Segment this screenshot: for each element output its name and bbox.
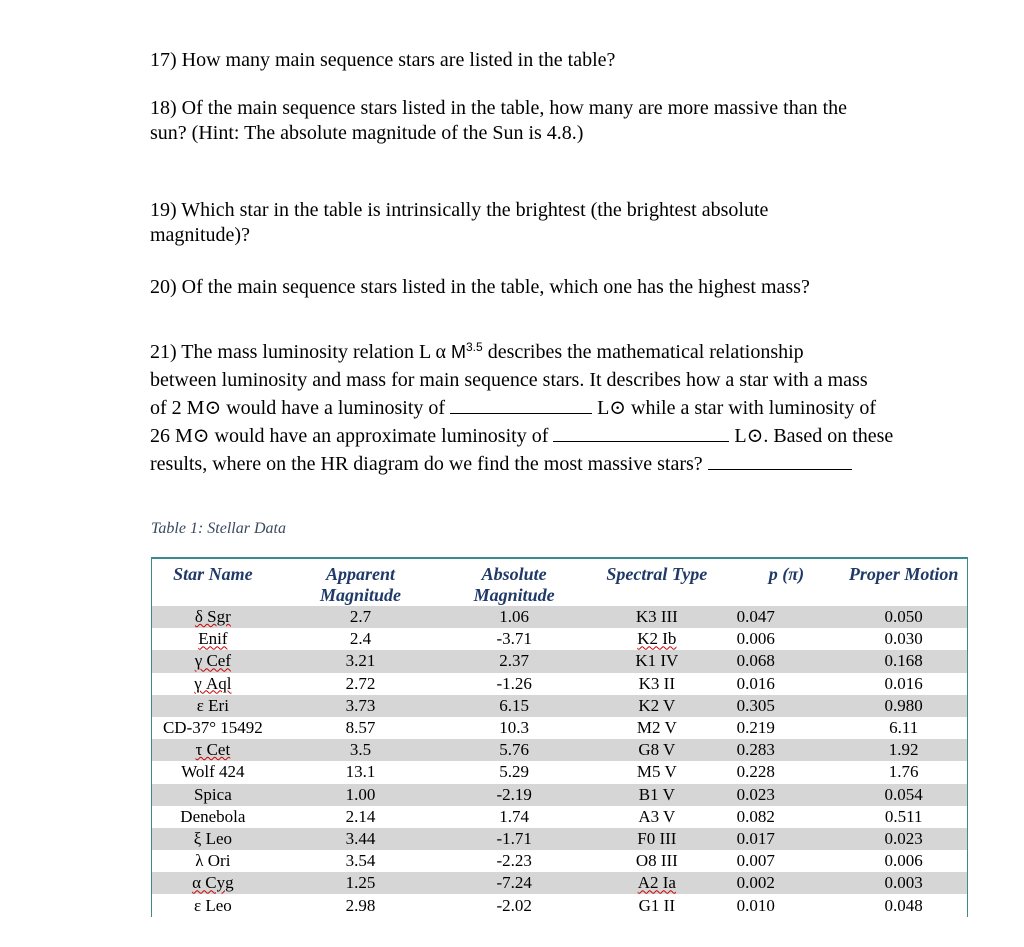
q21-line3-b: L⊙ while a star with luminosity of — [592, 397, 877, 419]
spectral-type-cell — [581, 717, 733, 739]
proper-motion-cell-text: 0.003 — [884, 873, 923, 893]
spectral-type-cell-text: K1 IV — [635, 651, 679, 671]
table-row — [152, 806, 967, 828]
parallax-cell — [733, 806, 841, 828]
proper-motion-cell-text: 6.11 — [889, 718, 919, 738]
proper-motion-cell — [840, 628, 967, 650]
parallax-cell — [733, 673, 841, 695]
absolute-magnitude-cell-text: -3.71 — [496, 629, 532, 649]
star-name-cell — [152, 828, 274, 850]
star-name-cell-text: λ Ori — [195, 851, 231, 871]
spectral-type-cell — [581, 806, 733, 828]
apparent-magnitude-cell-text: 3.44 — [345, 828, 376, 848]
proper-motion-cell — [840, 650, 967, 672]
spectral-type-cell — [581, 894, 733, 916]
star-name-cell — [152, 628, 274, 650]
apparent-magnitude-cell-text: 3.54 — [345, 851, 376, 871]
absolute-magnitude-cell-text: 5.29 — [499, 762, 530, 782]
absolute-magnitude-cell — [447, 806, 581, 828]
proper-motion-cell — [840, 784, 967, 806]
apparent-magnitude-cell-text: 8.57 — [345, 718, 376, 738]
parallax-cell — [733, 628, 841, 650]
question-18-line-2: sun? (Hint: The absolute magnitude of the Sun is 4.8.) — [150, 122, 584, 144]
proper-motion-cell — [840, 872, 967, 894]
parallax-cell-text: 0.023 — [736, 784, 775, 804]
table-row — [152, 717, 967, 739]
star-name-cell — [152, 717, 274, 739]
question-19 — [150, 198, 768, 248]
star-name-cell — [152, 872, 274, 894]
proper-motion-cell — [840, 806, 967, 828]
absolute-magnitude-cell — [447, 850, 581, 872]
star-name-cell — [152, 784, 274, 806]
header-apparent-line2: Magnitude — [320, 585, 402, 605]
spectral-type-cell-text: M5 V — [636, 762, 677, 782]
spectral-type-cell — [581, 828, 733, 850]
apparent-magnitude-cell — [274, 673, 448, 695]
table-row — [152, 650, 967, 672]
table-caption: Table 1: Stellar Data — [151, 520, 286, 537]
absolute-magnitude-cell — [447, 606, 581, 628]
apparent-magnitude-cell — [274, 606, 448, 628]
star-name-cell-text: Spica — [193, 784, 232, 804]
parallax-cell — [733, 650, 841, 672]
parallax-cell-text: 0.068 — [736, 651, 775, 671]
q21-line3-a: of 2 M⊙ would have a luminosity of — [150, 397, 451, 419]
spectral-type-cell-text: M2 V — [636, 718, 677, 738]
proper-motion-cell-text: 0.054 — [884, 784, 923, 804]
apparent-magnitude-cell-text: 1.25 — [345, 873, 376, 893]
header-absolute-magnitude — [447, 559, 581, 606]
apparent-magnitude-cell — [274, 739, 448, 761]
table-row — [152, 628, 967, 650]
spectral-type-cell — [581, 606, 733, 628]
parallax-cell-text: 0.283 — [736, 740, 775, 760]
star-name-cell-text: δ Sgr — [194, 607, 231, 627]
absolute-magnitude-cell-text: -2.02 — [496, 895, 532, 915]
parallax-cell — [733, 872, 841, 894]
absolute-magnitude-cell-text: -1.71 — [496, 828, 532, 848]
apparent-magnitude-cell — [274, 717, 448, 739]
apparent-magnitude-cell — [274, 872, 448, 894]
spectral-type-cell — [581, 872, 733, 894]
proper-motion-cell-text: 0.006 — [884, 851, 923, 871]
absolute-magnitude-cell — [447, 650, 581, 672]
star-name-cell-text: ε Leo — [193, 895, 232, 915]
table-row — [152, 828, 967, 850]
apparent-magnitude-cell — [274, 784, 448, 806]
parallax-cell — [733, 850, 841, 872]
parallax-cell — [733, 717, 841, 739]
spectral-type-cell-text: B1 V — [638, 784, 675, 804]
spectral-type-cell — [581, 695, 733, 717]
spectral-type-cell — [581, 784, 733, 806]
star-name-cell-text: γ Aql — [194, 673, 232, 693]
proper-motion-cell-text: 0.030 — [884, 629, 923, 649]
absolute-magnitude-cell — [447, 628, 581, 650]
absolute-magnitude-cell-text: 1.74 — [499, 806, 530, 826]
star-name-cell-text: ξ Leo — [193, 828, 232, 848]
proper-motion-cell — [840, 695, 967, 717]
apparent-magnitude-cell-text: 13.1 — [345, 762, 376, 782]
spectral-type-cell — [581, 850, 733, 872]
table-row — [152, 894, 967, 916]
answer-blank-1[interactable] — [450, 395, 592, 414]
spectral-type-cell — [581, 650, 733, 672]
apparent-magnitude-cell — [274, 894, 448, 916]
star-name-cell — [152, 673, 274, 695]
absolute-magnitude-cell-text: -2.23 — [496, 851, 532, 871]
star-name-cell-text: γ Cef — [194, 651, 232, 671]
table-row — [152, 606, 967, 628]
proper-motion-cell-text: 0.168 — [884, 651, 923, 671]
absolute-magnitude-cell-text: 5.76 — [499, 740, 530, 760]
parallax-cell — [733, 761, 841, 783]
star-name-cell — [152, 761, 274, 783]
proper-motion-cell — [840, 894, 967, 916]
spectral-type-cell-text: A3 V — [638, 806, 676, 826]
proper-motion-cell — [840, 606, 967, 628]
proper-motion-cell-text: 0.048 — [884, 895, 923, 915]
table-row — [152, 784, 967, 806]
parallax-cell-text: 0.002 — [736, 873, 775, 893]
question-21-line-1 — [150, 333, 893, 366]
apparent-magnitude-cell-text: 2.14 — [345, 806, 376, 826]
question-19-line-1: 19) Which star in the table is intrinsically the brightest (the brightest absolute — [150, 199, 769, 221]
apparent-magnitude-cell-text: 2.98 — [345, 895, 376, 915]
apparent-magnitude-cell-text: 1.00 — [345, 784, 376, 804]
parallax-cell — [733, 739, 841, 761]
proper-motion-cell-text: 0.980 — [884, 695, 923, 715]
question-19-line-2: magnitude)? — [150, 224, 250, 246]
question-18 — [150, 96, 847, 146]
answer-blank-3[interactable] — [708, 451, 852, 470]
q21-line4-b: L⊙. Based on these — [729, 425, 894, 447]
proper-motion-cell — [840, 761, 967, 783]
question-18-line-1: 18) Of the main sequence stars listed in the table, how many are more massive than the — [150, 97, 848, 119]
spectral-type-cell-text: O8 III — [635, 851, 678, 871]
star-name-cell — [152, 806, 274, 828]
apparent-magnitude-cell — [274, 695, 448, 717]
star-name-cell-text: Wolf 424 — [181, 762, 245, 782]
spectral-type-cell-text: F0 III — [637, 828, 677, 848]
q21-text-b: describes the mathematical relationship — [482, 341, 804, 363]
proper-motion-cell — [840, 673, 967, 695]
star-name-cell — [152, 739, 274, 761]
mass-exponent: 3.5 — [466, 340, 483, 354]
answer-blank-2[interactable] — [553, 423, 729, 442]
star-name-cell-text: Denebola — [180, 806, 246, 826]
apparent-magnitude-cell — [274, 650, 448, 672]
q21-text-a: 21) The mass luminosity relation L α — [150, 341, 451, 363]
table-row — [152, 673, 967, 695]
parallax-cell — [733, 894, 841, 916]
apparent-magnitude-cell — [274, 628, 448, 650]
proper-motion-cell — [840, 828, 967, 850]
question-21-line-4 — [150, 422, 893, 450]
absolute-magnitude-cell — [447, 761, 581, 783]
star-name-cell-text: CD-37° 15492 — [162, 718, 263, 738]
proper-motion-cell — [840, 717, 967, 739]
star-name-cell — [152, 850, 274, 872]
proper-motion-cell — [840, 850, 967, 872]
header-proper-motion: Proper Motion — [840, 559, 967, 606]
header-parallax: p (π) — [733, 559, 841, 606]
header-apparent-magnitude — [274, 559, 448, 606]
parallax-cell-text: 0.305 — [736, 695, 775, 715]
question-21-line-2: between luminosity and mass for main sequence stars. It describes how a star with a mass — [150, 369, 868, 391]
parallax-cell — [733, 695, 841, 717]
apparent-magnitude-cell-text: 3.73 — [345, 695, 376, 715]
absolute-magnitude-cell — [447, 894, 581, 916]
parallax-cell-text: 0.228 — [736, 762, 775, 782]
question-17: 17) How many main sequence stars are listed in the table? — [150, 49, 616, 71]
parallax-cell — [733, 828, 841, 850]
apparent-magnitude-cell-text: 3.21 — [345, 651, 376, 671]
parallax-cell-text: 0.016 — [736, 673, 775, 693]
parallax-cell-text: 0.082 — [736, 806, 775, 826]
mass-power — [451, 342, 483, 362]
table-row — [152, 739, 967, 761]
mass-symbol: M — [451, 342, 466, 362]
apparent-magnitude-cell — [274, 806, 448, 828]
star-name-cell-text: α Cyg — [192, 873, 234, 893]
proper-motion-cell-text: 1.76 — [888, 762, 919, 782]
header-spectral-type: Spectral Type — [581, 559, 733, 606]
star-name-cell — [152, 695, 274, 717]
proper-motion-cell-text: 0.050 — [884, 607, 923, 627]
question-21-line-5 — [150, 450, 893, 478]
absolute-magnitude-cell — [447, 717, 581, 739]
star-name-cell-text: ε Eri — [196, 695, 229, 715]
spectral-type-cell-text: G8 V — [638, 740, 676, 760]
apparent-magnitude-cell-text: 2.4 — [349, 629, 372, 649]
spectral-type-cell-text: K2 V — [638, 695, 676, 715]
parallax-cell — [733, 784, 841, 806]
absolute-magnitude-cell-text: 1.06 — [499, 607, 530, 627]
proper-motion-cell-text: 0.023 — [884, 828, 923, 848]
absolute-magnitude-cell-text: -1.26 — [496, 673, 532, 693]
parallax-cell-text: 0.010 — [736, 895, 775, 915]
table-row — [152, 761, 967, 783]
star-name-cell — [152, 894, 274, 916]
spectral-type-cell — [581, 628, 733, 650]
parallax-cell-text: 0.007 — [736, 851, 775, 871]
proper-motion-cell — [840, 739, 967, 761]
star-name-cell-text: Enif — [198, 629, 228, 649]
spectral-type-cell-text: A2 Ia — [637, 873, 676, 893]
spectral-type-cell — [581, 673, 733, 695]
absolute-magnitude-cell — [447, 828, 581, 850]
absolute-magnitude-cell — [447, 673, 581, 695]
q21-line4-a: 26 M⊙ would have an approximate luminosity of — [150, 425, 554, 447]
spectral-type-cell — [581, 739, 733, 761]
question-21 — [150, 333, 893, 478]
proper-motion-cell-text: 0.016 — [884, 673, 923, 693]
parallax-cell-text: 0.006 — [736, 629, 775, 649]
stellar-data-table — [151, 557, 968, 917]
header-absolute-line2: Magnitude — [473, 585, 555, 605]
parallax-cell-text: 0.219 — [736, 718, 775, 738]
spectral-type-cell-text: K3 III — [635, 607, 678, 627]
question-21-line-3 — [150, 394, 893, 422]
parallax-cell-text: 0.047 — [736, 607, 775, 627]
star-name-cell-text: τ Cet — [195, 740, 231, 760]
parallax-cell — [733, 606, 841, 628]
absolute-magnitude-cell-text: -7.24 — [496, 873, 532, 893]
apparent-magnitude-cell — [274, 761, 448, 783]
apparent-magnitude-cell — [274, 828, 448, 850]
absolute-magnitude-cell — [447, 695, 581, 717]
proper-motion-cell-text: 1.92 — [888, 740, 919, 760]
absolute-magnitude-cell — [447, 739, 581, 761]
question-20: 20) Of the main sequence stars listed in the table, which one has the highest mass? — [150, 276, 810, 298]
apparent-magnitude-cell-text: 3.5 — [349, 740, 372, 760]
apparent-magnitude-cell-text: 2.72 — [345, 673, 376, 693]
absolute-magnitude-cell-text: 10.3 — [499, 718, 530, 738]
absolute-magnitude-cell — [447, 872, 581, 894]
table-row — [152, 850, 967, 872]
parallax-cell-text: 0.017 — [736, 828, 775, 848]
spectral-type-cell — [581, 761, 733, 783]
table-row — [152, 872, 967, 894]
q21-line5: results, where on the HR diagram do we find the most massive stars? — [150, 453, 708, 475]
header-apparent-line1: Apparent — [326, 564, 396, 584]
spectral-type-cell-text: G1 II — [638, 895, 676, 915]
apparent-magnitude-cell — [274, 850, 448, 872]
header-absolute-line1: Absolute — [481, 564, 547, 584]
proper-motion-cell-text: 0.511 — [884, 806, 923, 826]
absolute-magnitude-cell-text: -2.19 — [496, 784, 532, 804]
absolute-magnitude-cell-text: 2.37 — [499, 651, 530, 671]
absolute-magnitude-cell — [447, 784, 581, 806]
star-name-cell — [152, 606, 274, 628]
spectral-type-cell-text: K2 Ib — [637, 629, 677, 649]
table-row — [152, 695, 967, 717]
table-header-row — [152, 559, 967, 606]
spectral-type-cell-text: K3 II — [638, 673, 676, 693]
absolute-magnitude-cell-text: 6.15 — [499, 695, 530, 715]
star-name-cell — [152, 650, 274, 672]
header-star-name: Star Name — [152, 559, 274, 606]
apparent-magnitude-cell-text: 2.7 — [349, 607, 372, 627]
